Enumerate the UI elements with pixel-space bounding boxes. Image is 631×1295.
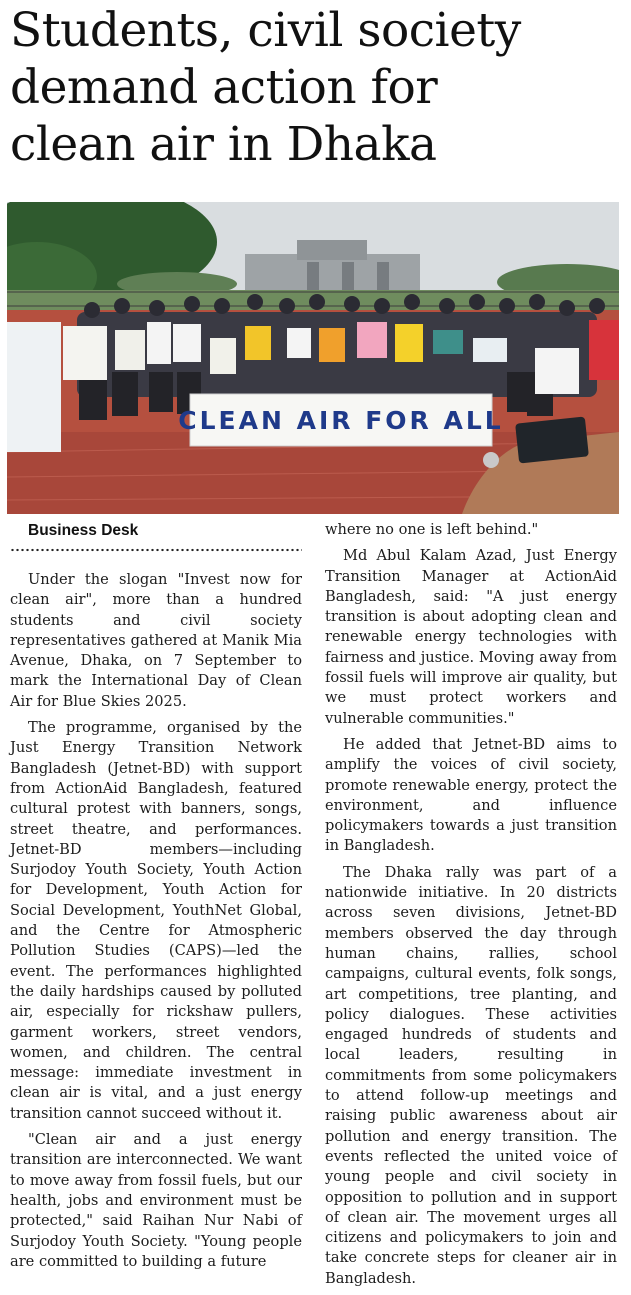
byline: Business Desk bbox=[28, 522, 139, 539]
headline-line-2: demand action for bbox=[10, 60, 438, 115]
paragraph: The programme, organised by the Just Energy Transition Network Bangladesh (Jetnet-BD) with support from ActionAid Bangladesh, featured cultural protest with banners, songs, street theatre, and performances. Jetnet-BD members—including Surjodoy Youth Society, Youth Action for Development, Youth Action for Social Development, YouthNet Global, and the Centre for Atmospheric Pollution Studies (CAPS)—led the event. The performances highlighted the daily hardships caused by polluted air, especially for rickshaw pullers, garment workers, street vendors, women, and children. The central message: immediate investment in clean air is vital, and a just energy transition cannot succeed without it. bbox=[10, 719, 302, 1122]
paragraph-continuation: where no one is left behind." bbox=[325, 521, 539, 538]
article-column-right bbox=[325, 520, 617, 1295]
clean-air-banner bbox=[178, 394, 503, 446]
paragraph: Md Abul Kalam Azad, Just Energy Transition Manager at ActionAid Bangladesh, said: "A just energy transition is about adopting clean and renewable energy technologies with fairness and justice. Moving away from fossil fuels will improve air quality, but we must protect workers and vulnerable communities." bbox=[325, 547, 617, 727]
paragraph: Under the slogan "Invest now for clean air", more than a hundred students and civil society representatives gathered at Manik Mia Avenue, Dhaka, on 7 September to mark the International Day of Clean Air for Blue Skies 2025. bbox=[10, 571, 302, 710]
paragraph: He added that Jetnet-BD aims to amplify the voices of civil society, promote renewable energy, protect the environment, and influence policymakers towards a just transition in Bangladesh. bbox=[325, 735, 617, 855]
headline-line-1: Students, civil society bbox=[10, 3, 521, 58]
headline-line-3: clean air in Dhaka bbox=[10, 117, 437, 172]
dotted-rule bbox=[10, 548, 302, 552]
paragraph: "Clean air and a just energy transition are interconnected. We want to move away from fossil fuels, but our health, jobs and environment must be protected," said Raihan Nur Nabi of Surjodoy Youth Society. "Young people are committed to building a future bbox=[10, 1131, 302, 1270]
headline bbox=[10, 2, 625, 173]
rally-photo bbox=[7, 202, 619, 514]
paragraph: The Dhaka rally was part of a nationwide initiative. In 20 districts across seven divisions, Jetnet-BD members observed the day through human chains, rallies, school campaigns, cultural events, folk songs, art competitions, tree planting, and policy dialogues. These activities engaged hundreds of students and local leaders, resulting in commitments from some policymakers to attend follow-up meetings and raising public awareness about air pollution and energy transition. The events reflected the united voice of young people and civil society in opposition to pollution and in support of clean air. The movement urges all citizens and policymakers to join and take concrete steps for cleaner air in Bangladesh. bbox=[325, 863, 617, 1287]
banner-text: CLEAN AIR FOR ALL bbox=[178, 406, 504, 435]
article-column-left bbox=[10, 520, 302, 1278]
